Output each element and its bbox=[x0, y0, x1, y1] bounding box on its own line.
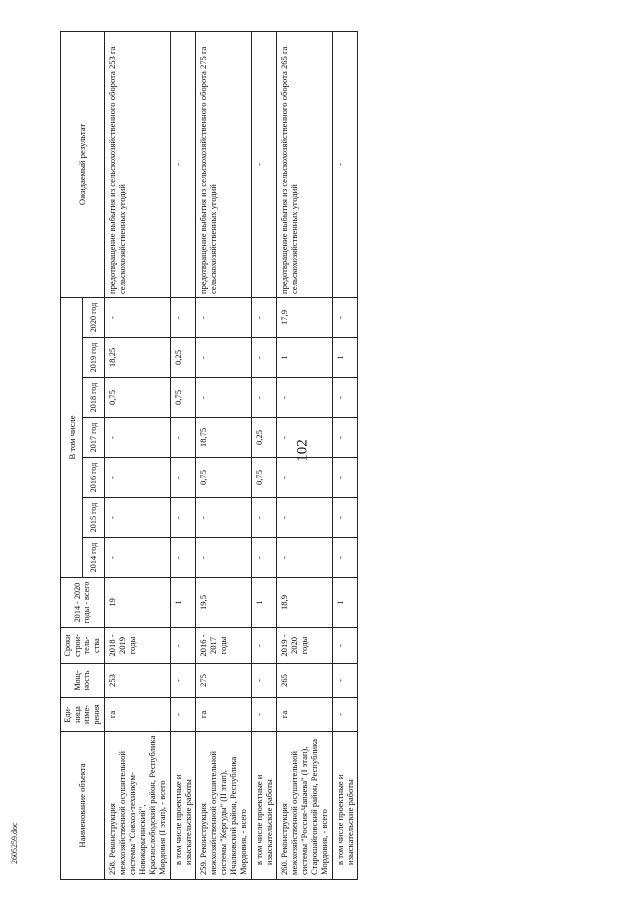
year-cell: - bbox=[332, 538, 357, 578]
object-name: в том числе проектные и изыскательские работы bbox=[251, 732, 276, 880]
year-cell: - bbox=[104, 538, 170, 578]
result-cell: - bbox=[332, 31, 357, 297]
year-cell: - bbox=[332, 378, 357, 418]
object-name: 259. Реконструкция межхозяйственной осушительной системы "Кергуды" (II этап), Ичалковский район, Республика Мордовия, - всего bbox=[195, 732, 251, 880]
page-number: 102 bbox=[294, 439, 311, 462]
header-name: Наименование объекта bbox=[61, 732, 105, 880]
objects-table bbox=[60, 31, 358, 880]
total-cell: 1 bbox=[251, 578, 276, 628]
result-cell: предотвращение выбытия из сельскохозяйственного оборота 253 га сельскохозяйственных угодий bbox=[104, 31, 170, 297]
unit-cell: - bbox=[170, 698, 195, 732]
year-cell: 17,9 bbox=[276, 297, 332, 337]
year-cell: - bbox=[170, 538, 195, 578]
total-cell: 19,5 bbox=[195, 578, 251, 628]
year-cell: - bbox=[170, 498, 195, 538]
header-year: 2014 год bbox=[83, 538, 105, 578]
year-cell: - bbox=[332, 458, 357, 498]
result-cell: предотвращение выбытия из сельскохозяйственного оборота 265 га сельскохозяйственных угодий bbox=[276, 31, 332, 297]
year-cell: 0,75 bbox=[195, 458, 251, 498]
header-result: Ожидаемый результат bbox=[61, 31, 105, 297]
header-year: 2016 год bbox=[83, 458, 105, 498]
year-cell: - bbox=[276, 378, 332, 418]
year-cell: 0,25 bbox=[251, 418, 276, 458]
header-terms: Сроки строи- тель- ства bbox=[61, 628, 105, 664]
year-cell: - bbox=[276, 418, 332, 458]
year-cell: - bbox=[251, 498, 276, 538]
capacity-cell: 265 bbox=[276, 664, 332, 698]
header-capacity: Мощ- ность bbox=[61, 664, 105, 698]
table-header bbox=[61, 31, 105, 879]
year-cell: - bbox=[104, 498, 170, 538]
year-cell: - bbox=[251, 378, 276, 418]
table-row bbox=[276, 31, 332, 879]
header-including: В том числе bbox=[61, 297, 83, 577]
year-cell: - bbox=[170, 418, 195, 458]
year-cell: 0,25 bbox=[170, 338, 195, 378]
year-cell: - bbox=[195, 297, 251, 337]
table-row bbox=[195, 31, 251, 879]
header-year: 2015 год bbox=[83, 498, 105, 538]
year-cell: - bbox=[332, 297, 357, 337]
unit-cell: - bbox=[332, 698, 357, 732]
year-cell: - bbox=[170, 458, 195, 498]
year-cell: 0,75 bbox=[251, 458, 276, 498]
year-cell: 0,75 bbox=[170, 378, 195, 418]
year-cell: - bbox=[170, 297, 195, 337]
year-cell: 0,75 bbox=[104, 378, 170, 418]
header-year: 2018 год bbox=[83, 378, 105, 418]
object-name: 258. Реконструкция межхозяйственной осушительной системы "Совхоз-техникум-Новокарьгинский", Краснослободский район, Республика Мордовия (I этап), - всего bbox=[104, 732, 170, 880]
unit-cell: - bbox=[251, 698, 276, 732]
header-unit: Еди- ница изме- рения bbox=[61, 698, 105, 732]
result-cell: - bbox=[170, 31, 195, 297]
terms-cell: 2018 - 2019 годы bbox=[104, 628, 170, 664]
rotated-table-page bbox=[60, 32, 600, 880]
capacity-cell: - bbox=[170, 664, 195, 698]
year-cell: - bbox=[195, 338, 251, 378]
table-row bbox=[332, 31, 357, 879]
year-cell: - bbox=[332, 498, 357, 538]
year-cell: - bbox=[251, 338, 276, 378]
year-cell: - bbox=[276, 498, 332, 538]
object-name: 260. Реконструкция межхозяйственной осушительной системы "Россия-Чапаева" (I этап), Старошайговский район, Республика Мордовия, - всего bbox=[276, 732, 332, 880]
result-cell: - bbox=[251, 31, 276, 297]
table-body bbox=[104, 31, 357, 879]
terms-cell: - bbox=[170, 628, 195, 664]
object-name: в том числе проектные и изыскательские работы bbox=[332, 732, 357, 880]
header-total: 2014 - 2020 годы - всего bbox=[61, 578, 105, 628]
table-row bbox=[251, 31, 276, 879]
year-cell: 18,75 bbox=[195, 418, 251, 458]
capacity-cell: - bbox=[332, 664, 357, 698]
total-cell: 18,9 bbox=[276, 578, 332, 628]
terms-cell: - bbox=[332, 628, 357, 664]
year-cell: 18,25 bbox=[104, 338, 170, 378]
terms-cell: - bbox=[251, 628, 276, 664]
header-year: 2017 год bbox=[83, 418, 105, 458]
document-code: 2605259.doc bbox=[10, 822, 19, 864]
year-cell: - bbox=[195, 538, 251, 578]
year-cell: 1 bbox=[332, 338, 357, 378]
capacity-cell: - bbox=[251, 664, 276, 698]
terms-cell: 2016 - 2017 годы bbox=[195, 628, 251, 664]
object-name: в том числе проектные и изыскательские работы bbox=[170, 732, 195, 880]
year-cell: - bbox=[251, 538, 276, 578]
total-cell: 1 bbox=[332, 578, 357, 628]
header-year: 2020 год bbox=[83, 297, 105, 337]
unit-cell: га bbox=[104, 698, 170, 732]
result-cell: предотвращение выбытия из сельскохозяйственного оборота 275 га сельскохозяйственных угодий bbox=[195, 31, 251, 297]
unit-cell: га bbox=[276, 698, 332, 732]
year-cell: - bbox=[195, 498, 251, 538]
year-cell: - bbox=[104, 458, 170, 498]
unit-cell: га bbox=[195, 698, 251, 732]
year-cell: - bbox=[104, 418, 170, 458]
capacity-cell: 253 bbox=[104, 664, 170, 698]
header-year: 2019 год bbox=[83, 338, 105, 378]
year-cell: - bbox=[195, 378, 251, 418]
year-cell: - bbox=[332, 418, 357, 458]
table-row bbox=[170, 31, 195, 879]
year-cell: - bbox=[251, 297, 276, 337]
terms-cell: 2019 - 2020 годы bbox=[276, 628, 332, 664]
year-cell: - bbox=[104, 297, 170, 337]
table-row bbox=[104, 31, 170, 879]
capacity-cell: 275 bbox=[195, 664, 251, 698]
total-cell: 1 bbox=[170, 578, 195, 628]
year-cell: 1 bbox=[276, 338, 332, 378]
total-cell: 19 bbox=[104, 578, 170, 628]
year-cell: - bbox=[276, 538, 332, 578]
year-cell: - bbox=[276, 458, 332, 498]
